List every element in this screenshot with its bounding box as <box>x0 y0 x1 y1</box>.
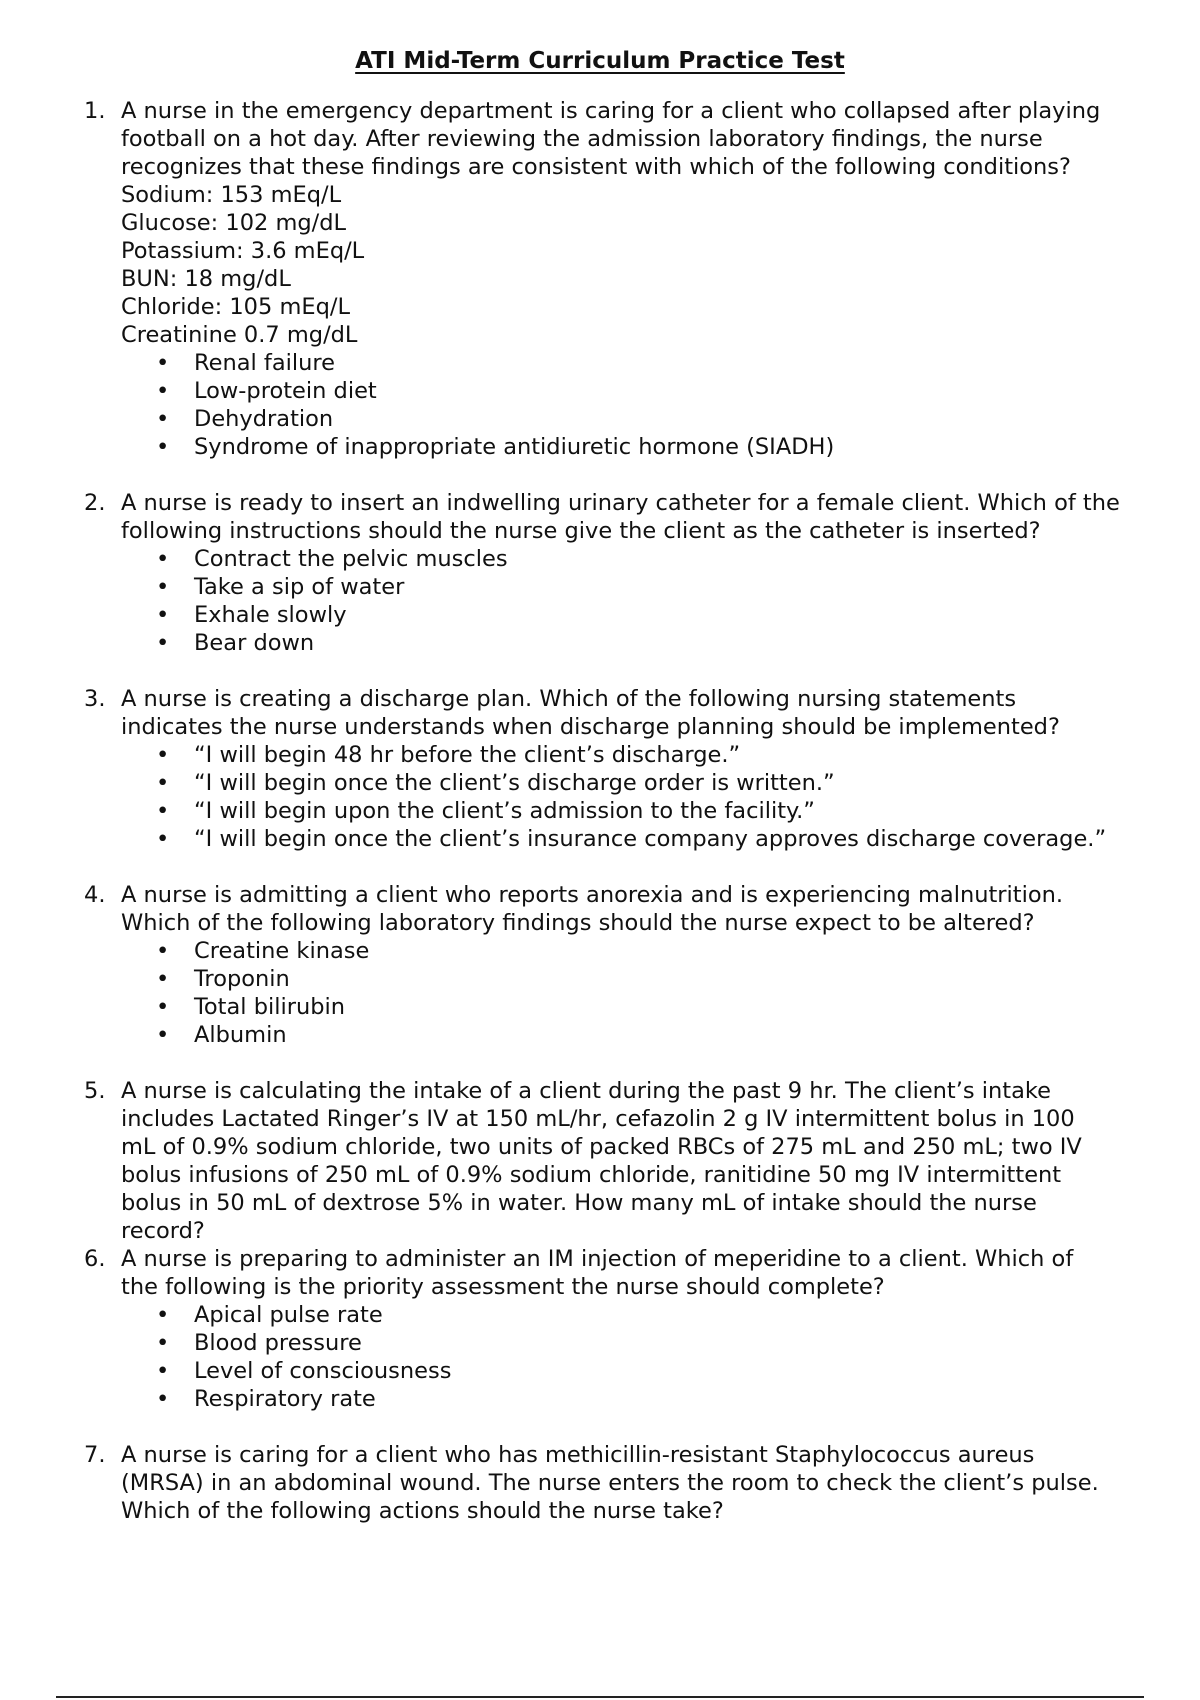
question-stem: A nurse is caring for a client who has methicillin-resistant Staphylococcus aureus (MRSA) in an abdominal wound. The nurse enters the room to check the client’s pulse. Which of the following actions should the nurse take? <box>121 1442 1099 1524</box>
question-7 <box>84 1441 1194 1525</box>
option-text: Exhale slowly <box>194 602 347 628</box>
question-number: 6. <box>84 1246 106 1272</box>
answer-option[interactable] <box>156 1021 1194 1049</box>
question-stem: A nurse is calculating the intake of a client during the past 9 hr. The client’s intake includes Lactated Ringer’s IV at 150 mL/hr, cefazolin 2 g IV intermittent bolus in 100 mL of 0.9% sodium chloride, two units of packed RBCs of 275 mL and 250 mL; two IV bolus infusions of 250 mL of 0.9% sodium chloride, ranitidine 50 mg IV intermittent bolus in 50 mL of dextrose 5% in water. How many mL of intake should the nurse record? <box>121 1078 1082 1244</box>
question-number: 2. <box>84 490 106 516</box>
answer-option[interactable] <box>156 741 1194 769</box>
answer-option[interactable] <box>156 433 1194 461</box>
question-2 <box>84 489 1194 657</box>
question-1 <box>84 97 1194 461</box>
option-text: “I will begin once the client’s insurance company approves discharge coverage.” <box>194 826 1107 852</box>
question-stem: A nurse in the emergency department is caring for a client who collapsed after playing football on a hot day. After reviewing the admission laboratory findings, the nurse recognizes that these findings are consistent with which of the following conditions? <box>121 98 1101 180</box>
answer-options <box>121 349 1194 461</box>
bullet-icon: • <box>156 938 170 964</box>
footer-rule <box>56 1696 1144 1698</box>
answer-option[interactable] <box>156 377 1194 405</box>
answer-options <box>121 741 1194 853</box>
option-text: Troponin <box>194 966 290 992</box>
answer-option[interactable] <box>156 629 1194 657</box>
option-text: “I will begin 48 hr before the client’s discharge.” <box>194 742 741 768</box>
bullet-icon: • <box>156 994 170 1020</box>
answer-option[interactable] <box>156 349 1194 377</box>
bullet-icon: • <box>156 1022 170 1048</box>
option-text: “I will begin once the client’s discharge order is written.” <box>194 770 835 796</box>
answer-option[interactable] <box>156 405 1194 433</box>
bullet-icon: • <box>156 406 170 432</box>
answer-option[interactable] <box>156 1329 1194 1357</box>
option-text: Dehydration <box>194 406 334 432</box>
bullet-icon: • <box>156 574 170 600</box>
bullet-icon: • <box>156 434 170 460</box>
option-text: Creatine kinase <box>194 938 370 964</box>
question-number: 5. <box>84 1078 106 1104</box>
answer-option[interactable] <box>156 573 1194 601</box>
bullet-icon: • <box>156 1330 170 1356</box>
question-3 <box>84 685 1194 853</box>
option-text: Low-protein diet <box>194 378 377 404</box>
bullet-icon: • <box>156 378 170 404</box>
option-text: Total bilirubin <box>194 994 346 1020</box>
answer-option[interactable] <box>156 769 1194 797</box>
option-text: Apical pulse rate <box>194 1302 383 1328</box>
answer-option[interactable] <box>156 797 1194 825</box>
document-title: ATI Mid-Term Curriculum Practice Test <box>355 48 845 74</box>
bullet-icon: • <box>156 742 170 768</box>
answer-option[interactable] <box>156 825 1194 853</box>
bullet-icon: • <box>156 966 170 992</box>
answer-option[interactable] <box>156 1385 1194 1413</box>
bullet-icon: • <box>156 770 170 796</box>
answer-options <box>121 1301 1194 1413</box>
answer-option[interactable] <box>156 993 1194 1021</box>
bullet-icon: • <box>156 602 170 628</box>
option-text: Albumin <box>194 1022 287 1048</box>
option-text: Blood pressure <box>194 1330 362 1356</box>
option-text: Level of consciousness <box>194 1358 452 1384</box>
option-text: Bear down <box>194 630 315 656</box>
question-number: 4. <box>84 882 106 908</box>
question-number: 3. <box>84 686 106 712</box>
question-stem: A nurse is creating a discharge plan. Which of the following nursing statements indicates the nurse understands when discharge planning should be implemented? <box>121 686 1060 740</box>
answer-option[interactable] <box>156 1357 1194 1385</box>
answer-option[interactable] <box>156 545 1194 573</box>
option-text: Take a sip of water <box>194 574 405 600</box>
option-text: Contract the pelvic muscles <box>194 546 508 572</box>
bullet-icon: • <box>156 798 170 824</box>
bullet-icon: • <box>156 350 170 376</box>
question-5 <box>84 1077 1194 1245</box>
bullet-icon: • <box>156 1358 170 1384</box>
question-number: 1. <box>84 98 106 124</box>
question-list <box>84 97 1194 1553</box>
option-text: Renal failure <box>194 350 335 376</box>
answer-option[interactable] <box>156 937 1194 965</box>
question-number: 7. <box>84 1442 106 1468</box>
answer-option[interactable] <box>156 1301 1194 1329</box>
answer-option[interactable] <box>156 601 1194 629</box>
option-text: Respiratory rate <box>194 1386 376 1412</box>
lab-findings: Sodium: 153 mEq/L Glucose: 102 mg/dL Potassium: 3.6 mEq/L BUN: 18 mg/dL Chloride: 105 mEq/L Creatinine 0.7 mg/dL <box>121 182 365 348</box>
question-4 <box>84 881 1194 1049</box>
bullet-icon: • <box>156 826 170 852</box>
bullet-icon: • <box>156 546 170 572</box>
answer-option[interactable] <box>156 965 1194 993</box>
question-6 <box>84 1245 1194 1413</box>
question-stem: A nurse is ready to insert an indwelling urinary catheter for a female client. Which of the following instructions should the nurse give the client as the catheter is inserted? <box>121 490 1120 544</box>
option-text: Syndrome of inappropriate antidiuretic hormone (SIADH) <box>194 434 835 460</box>
question-stem: A nurse is preparing to administer an IM injection of meperidine to a client. Which of the following is the priority assessment the nurse should complete? <box>121 1246 1074 1300</box>
option-text: “I will begin upon the client’s admission to the facility.” <box>194 798 815 824</box>
bullet-icon: • <box>156 1386 170 1412</box>
answer-options <box>121 937 1194 1049</box>
question-stem: A nurse is admitting a client who reports anorexia and is experiencing malnutrition. Which of the following laboratory findings should the nurse expect to be altered? <box>121 882 1064 936</box>
bullet-icon: • <box>156 630 170 656</box>
answer-options <box>121 545 1194 657</box>
bullet-icon: • <box>156 1302 170 1328</box>
